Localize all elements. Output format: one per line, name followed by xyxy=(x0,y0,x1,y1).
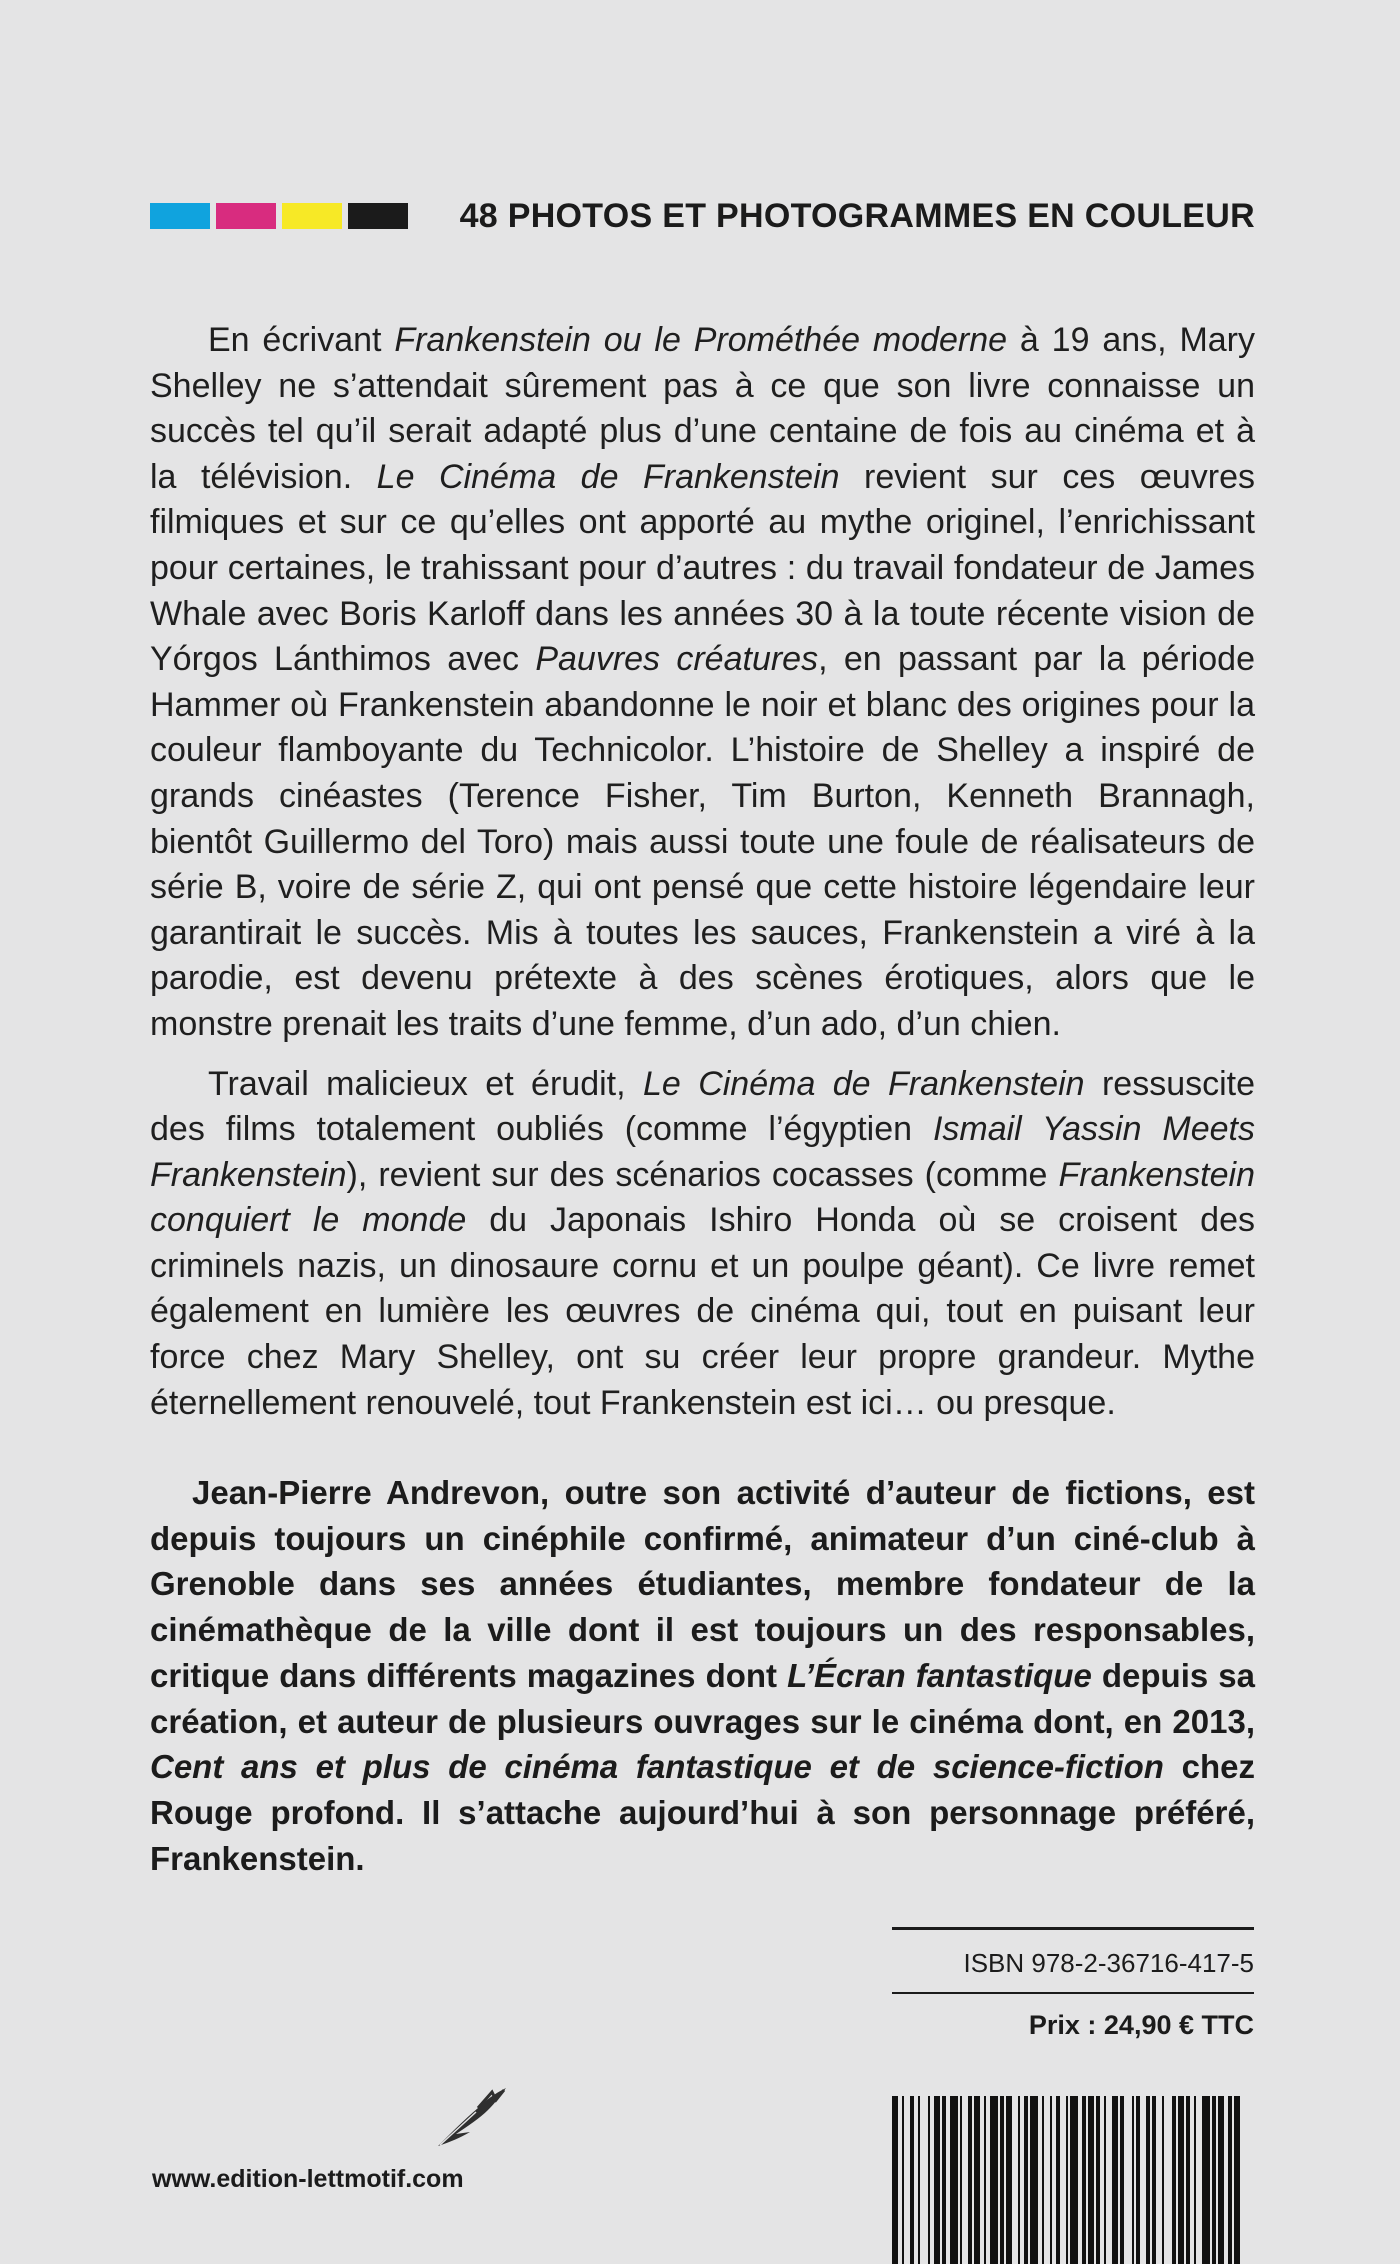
barcode-bar xyxy=(950,2096,958,2264)
barcode-bar xyxy=(990,2096,998,2264)
barcode-bar xyxy=(1146,2096,1150,2264)
barcode-bar xyxy=(1096,2096,1100,2264)
book-title-italic: Le Cinéma de Frankenstein xyxy=(642,1064,1085,1103)
header-strip xyxy=(150,196,1255,236)
barcode-bar xyxy=(1218,2096,1224,2264)
barcode-bar xyxy=(942,2096,946,2264)
blurb-text: du Japonais Ishiro Honda où se croisent des criminels nazis, un dinosaure cornu et un poulpe géant). Ce livre remet également en lumière les œuvres de cinéma qui, tout en puisant leur force chez Mary Shelley, ont su créer leur propre grandeur. Mythe éternellement renouvelé, tout Frankenstein est ici… ou presque. xyxy=(150,1201,1255,1422)
blurb-text: Travail malicieux et érudit, xyxy=(208,1064,643,1103)
isbn-barcode xyxy=(892,2096,1254,2264)
barcode-bar xyxy=(968,2096,972,2264)
barcode-bar xyxy=(902,2096,904,2264)
barcode-bar xyxy=(1006,2096,1012,2264)
barcode-bar xyxy=(1212,2096,1216,2264)
barcode-bar xyxy=(1228,2096,1232,2264)
blurb-paragraph-2 xyxy=(150,1062,1255,1427)
barcode-bar xyxy=(1132,2096,1134,2264)
barcode-bar xyxy=(1066,2096,1068,2264)
barcode-bar xyxy=(910,2096,914,2264)
barcode-bar xyxy=(1178,2096,1184,2264)
barcode-bar xyxy=(1202,2096,1210,2264)
barcode-bar xyxy=(1172,2096,1176,2264)
barcode-bar xyxy=(1162,2096,1164,2264)
barcode-bar xyxy=(1152,2096,1156,2264)
divider xyxy=(892,1992,1254,1994)
barcode-bar xyxy=(1194,2096,1196,2264)
blurb-paragraph-1 xyxy=(150,318,1255,1048)
barcode-bar xyxy=(1042,2096,1044,2264)
cmyk-color-bar xyxy=(150,203,408,229)
barcode-bar xyxy=(1000,2096,1004,2264)
barcode-bar xyxy=(1050,2096,1052,2264)
publisher-website: www.edition-lettmotif.com xyxy=(152,2165,464,2193)
film-title-italic: Frankenstein conquiert le monde xyxy=(150,1155,1255,1240)
author-bio xyxy=(150,1470,1255,1881)
bio-text: chez Rouge profond. Il s’attache aujourd’hui à son personnage préféré, Frankenstein. xyxy=(150,1748,1255,1877)
black-swatch xyxy=(348,203,408,229)
isbn-number: ISBN 978-2-36716-417-5 xyxy=(963,1948,1254,1978)
barcode-bar xyxy=(1018,2096,1020,2264)
barcode-bar xyxy=(1234,2096,1240,2264)
magenta-swatch xyxy=(216,203,276,229)
barcode-bar xyxy=(1104,2096,1106,2264)
bio-text: Jean-Pierre Andrevon, outre son activité d’auteur de fictions, est depuis toujours un cinéphile confirmé, animateur d’un ciné-club à Grenoble dans ses années étudiantes, membre fondateur de la cinémathèque de la ville dont il est toujours un des responsables, critique dans différents magazines dont xyxy=(150,1474,1255,1694)
barcode-bar xyxy=(1136,2096,1140,2264)
book-title-italic: Frankenstein ou le Prométhée moderne xyxy=(394,321,1008,359)
film-title-italic: Pauvres créatures xyxy=(535,640,819,679)
barcode-bar xyxy=(892,2096,898,2264)
book-title-italic: Cent ans et plus de cinéma fantastique et de science-fiction xyxy=(150,1748,1164,1786)
blurb-text: à 19 ans, Mary Shelley ne s’attendait sûrement pas à ce que son livre connaisse un succès tel qu’il serait adapté plus d’une centaine de fois au cinéma et à la télévision. xyxy=(150,321,1255,496)
leaf-logo-icon xyxy=(430,2082,520,2152)
blurb-text: , en passant par la période Hammer où Frankenstein abandonne le noir et blanc des origines pour la couleur flamboyante du Technicolor. L’histoire de Shelley a inspiré de grands cinéastes (Terence Fisher, Tim Burton, Kenneth Brannagh, bientôt Guillermo del Toro) mais aussi toute une foule de réalisateurs de série B, voire de série Z, qui ont pensé que cette histoire légendaire leur garantirait le succès. Mis à toutes les sauces, Frankenstein a viré à la parodie, est devenu prétexte à des scènes érotiques, alors que le monstre prenait les traits d’une femme, d’un ado, d’un chien. xyxy=(150,640,1255,1043)
cyan-swatch xyxy=(150,203,210,229)
barcode-bar xyxy=(918,2096,920,2264)
barcode-bar xyxy=(974,2096,980,2264)
blurb-text: revient sur ces œuvres filmiques et sur ce qu’elles ont apporté au mythe originel, l’enrichissant pour certaines, le trahissant pour d’autres : du travail fondateur de James Whale avec Boris Karloff dans les années 30 à la toute récente vision de Yórgos Lánthimos avec xyxy=(150,457,1255,679)
barcode-bar xyxy=(1030,2096,1038,2264)
divider xyxy=(892,1927,1254,1930)
barcode-bar xyxy=(984,2096,986,2264)
book-title-italic: Le Cinéma de Frankenstein xyxy=(376,457,840,496)
yellow-swatch xyxy=(282,203,342,229)
isbn-price-block xyxy=(892,1927,1254,2042)
bio-text: depuis sa création, et auteur de plusieurs ouvrages sur le cinéma dont, en 2013, xyxy=(150,1656,1255,1740)
barcode-bar xyxy=(1082,2096,1086,2264)
price-label: Prix : 24,90 € TTC xyxy=(1028,2010,1254,2040)
barcode-bar xyxy=(934,2096,940,2264)
barcode-bar xyxy=(1120,2096,1124,2264)
barcode-bar xyxy=(1070,2096,1078,2264)
blurb-text: En écrivant xyxy=(208,321,395,359)
barcode-bar xyxy=(1056,2096,1060,2264)
barcode-bar xyxy=(1024,2096,1028,2264)
blurb-text: ), revient sur des scénarios cocasses (comme xyxy=(346,1155,1059,1194)
book-blurb xyxy=(150,318,1255,1440)
barcode-bar xyxy=(1186,2096,1190,2264)
blurb-text: ressuscite des films totalement oubliés (comme l’égyptien xyxy=(150,1064,1256,1149)
barcode-bar xyxy=(1088,2096,1094,2264)
barcode-bar xyxy=(960,2096,962,2264)
barcode-bar xyxy=(1112,2096,1118,2264)
cover-tagline: 48 PHOTOS ET PHOTOGRAMMES EN COULEUR xyxy=(459,196,1255,235)
magazine-title-italic: L’Écran fantastique xyxy=(787,1656,1092,1694)
barcode-bar xyxy=(928,2096,930,2264)
film-title-italic: Ismail Yassin Meets Frankenstein xyxy=(150,1110,1255,1194)
